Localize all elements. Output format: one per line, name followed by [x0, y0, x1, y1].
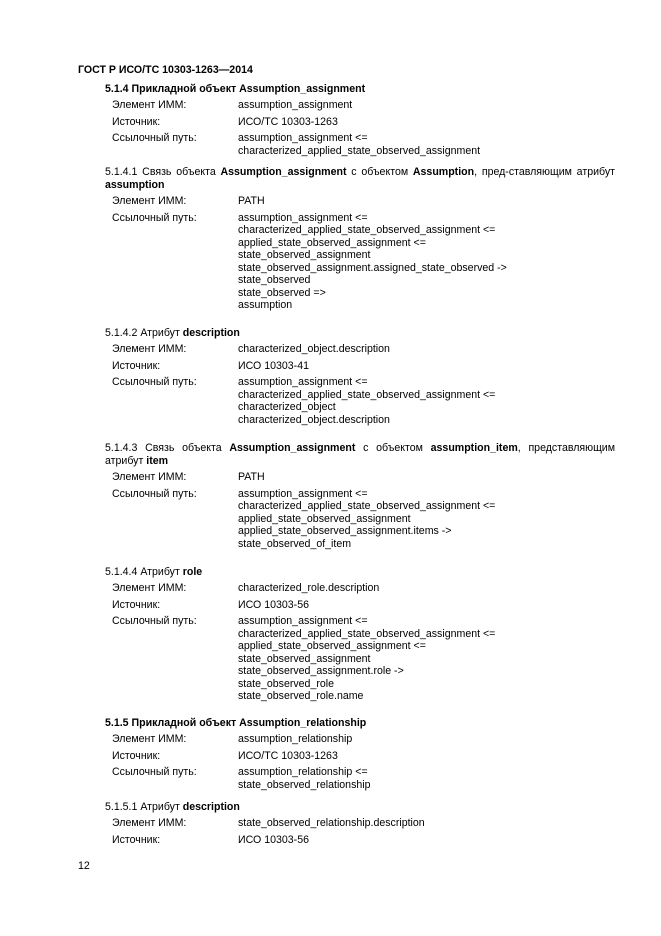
mapping-row [112, 766, 615, 791]
row-value [238, 471, 615, 484]
row-label: Источник: [112, 833, 161, 846]
row-label: Ссылочный путь: [112, 132, 197, 144]
value-line: assumption [238, 299, 293, 311]
value-line: assumption_assignment <= [238, 487, 368, 500]
value-line: characterized_applied_state_observed_assignment <= [238, 627, 496, 640]
mapping-row [112, 99, 615, 112]
value-line: state_observed_assignment.role -> [238, 665, 404, 677]
row-value [238, 733, 615, 746]
row-value [238, 488, 615, 551]
heading-bold-text: Assumption [412, 166, 475, 178]
value-line: state_observed_relationship.description [238, 817, 425, 829]
row-value [238, 116, 615, 129]
value-line: assumption_assignment <= [238, 211, 368, 224]
row-value [238, 343, 615, 356]
row-label: Элемент ИММ: [112, 733, 187, 745]
row-label: Элемент ИММ: [112, 343, 187, 355]
value-line: assumption_assignment <= [238, 615, 368, 627]
row-label: Ссылочный путь: [112, 376, 197, 388]
section-5-1-5-1 [78, 801, 615, 850]
value-line: state_observed_assignment [238, 249, 371, 261]
mapping-row [112, 599, 615, 612]
value-line: applied_state_observed_assignment <= [238, 236, 426, 249]
row-label: Элемент ИММ: [112, 195, 187, 207]
row-label: Ссылочный путь: [112, 766, 197, 778]
section-heading [78, 166, 615, 192]
value-line: ИСО 10303-41 [238, 359, 309, 372]
section-5-1-4-4 [78, 566, 615, 707]
heading-text: с объектом [355, 442, 431, 454]
value-line: characterized_object.description [238, 413, 390, 426]
row-value [238, 750, 615, 763]
heading-bold-text: item [146, 455, 169, 467]
value-line: assumption_relationship <= [238, 766, 368, 778]
row-value [238, 834, 615, 847]
value-line: ИСО/ТС 10303-1263 [238, 749, 338, 762]
row-label: Источник: [112, 115, 161, 128]
mapping-row [112, 750, 615, 763]
value-line: characterized_role.description [238, 582, 380, 594]
value-line: characterized_applied_state_observed_assignment <= [238, 388, 496, 401]
heading-bold-text: assumption_item [430, 442, 518, 454]
mapping-row [112, 733, 615, 746]
heading-bold-text: role [182, 566, 203, 578]
value-line: characterized_applied_state_observed_assignment <= [238, 500, 496, 512]
mapping-row [112, 212, 615, 312]
row-value [238, 99, 615, 112]
value-line: applied_state_observed_assignment <= [238, 640, 426, 652]
value-line: state_observed_relationship [238, 778, 371, 791]
mapping-row [112, 615, 615, 703]
value-line: characterized_applied_state_observed_assignment <= [238, 224, 496, 236]
mapping-row [112, 834, 615, 847]
value-line: PATH [238, 195, 265, 207]
value-line: state_observed [238, 274, 311, 286]
heading-text: 5.1.4.3 Связь объекта [105, 442, 230, 454]
row-value [238, 195, 615, 208]
heading-text: , представляющим атрибут [105, 442, 615, 467]
row-value [238, 615, 615, 703]
row-label: Ссылочный путь: [112, 615, 197, 627]
mapping-row [112, 817, 615, 830]
row-label: Элемент ИММ: [112, 582, 187, 594]
row-label: Источник: [112, 749, 161, 762]
value-line: applied_state_observed_assignment [238, 512, 411, 525]
page-number: 12 [78, 860, 90, 872]
mapping-row [112, 376, 615, 426]
heading-bold-text: description [182, 327, 240, 339]
value-line: ИСО 10303-56 [238, 598, 309, 611]
row-value [238, 376, 615, 426]
heading-bold-text: Assumption_assignment [220, 166, 347, 178]
document-header: ГОСТ Р ИСО/ТС 10303-1263—2014 [78, 64, 253, 76]
row-value [238, 212, 615, 312]
value-line: characterized_applied_state_observed_assignment [238, 144, 481, 157]
mapping-row [112, 488, 615, 551]
row-label: Элемент ИММ: [112, 817, 187, 829]
value-line: characterized_object.description [238, 343, 390, 355]
value-line: assumption_relationship [238, 733, 353, 745]
row-value [238, 582, 615, 595]
row-label: Элемент ИММ: [112, 99, 187, 111]
heading-bold-text: Assumption_assignment [229, 442, 356, 454]
section-heading [78, 566, 615, 579]
value-line: assumption_assignment [238, 99, 353, 111]
heading-text: 5.1.5.1 Атрибут [105, 801, 183, 813]
section-5-1-4-1 [78, 166, 615, 316]
mapping-row [112, 132, 615, 157]
value-line: state_observed => [238, 286, 326, 299]
section-heading [78, 83, 615, 96]
section-heading [78, 801, 615, 814]
heading-bold-text: description [182, 801, 240, 813]
heading-text: , пред-ставляющим атрибут [474, 166, 615, 178]
row-label: Ссылочный путь: [112, 487, 197, 500]
heading-text: с объектом [346, 166, 413, 178]
heading-bold-text: 5.1.4 Прикладной объект Assumption_assignment [105, 83, 366, 95]
value-line: characterized_object [238, 401, 336, 413]
heading-text: 5.1.4.4 Атрибут [105, 566, 183, 578]
row-value [238, 766, 615, 791]
row-value [238, 132, 615, 157]
heading-text: 5.1.4.2 Атрибут [105, 327, 183, 339]
mapping-row [112, 195, 615, 208]
mapping-row [112, 471, 615, 484]
section-heading [78, 717, 615, 730]
mapping-row [112, 343, 615, 356]
heading-bold-text: assumption [105, 179, 165, 191]
row-label: Источник: [112, 359, 161, 372]
row-value [238, 360, 615, 373]
section-5-1-4 [78, 83, 615, 161]
section-5-1-5 [78, 717, 615, 795]
value-line: ИСО 10303-56 [238, 833, 309, 846]
row-label: Элемент ИММ: [112, 471, 187, 483]
value-line: assumption_assignment <= [238, 376, 368, 388]
row-value [238, 599, 615, 612]
value-line: PATH [238, 471, 265, 483]
mapping-row [112, 360, 615, 373]
value-line: state_observed_assignment.assigned_state_observed -> [238, 261, 507, 274]
mapping-row [112, 116, 615, 129]
section-heading [78, 327, 615, 340]
row-label: Источник: [112, 598, 161, 611]
value-line: applied_state_observed_assignment.items -> [238, 525, 452, 537]
value-line: state_observed_assignment [238, 652, 371, 665]
section-5-1-4-3 [78, 442, 615, 554]
value-line: state_observed_of_item [238, 537, 352, 550]
value-line: state_observed_role [238, 677, 334, 690]
row-label: Ссылочный путь: [112, 211, 197, 224]
section-5-1-4-2 [78, 327, 615, 430]
mapping-row [112, 582, 615, 595]
heading-text: 5.1.4.1 Связь объекта [105, 166, 221, 178]
row-value [238, 817, 615, 830]
heading-bold-text: 5.1.5 Прикладной объект Assumption_relationship [105, 717, 367, 729]
value-line: state_observed_role.name [238, 690, 364, 702]
section-heading [78, 442, 615, 468]
value-line: assumption_assignment <= [238, 132, 368, 144]
value-line: ИСО/ТС 10303-1263 [238, 115, 338, 128]
